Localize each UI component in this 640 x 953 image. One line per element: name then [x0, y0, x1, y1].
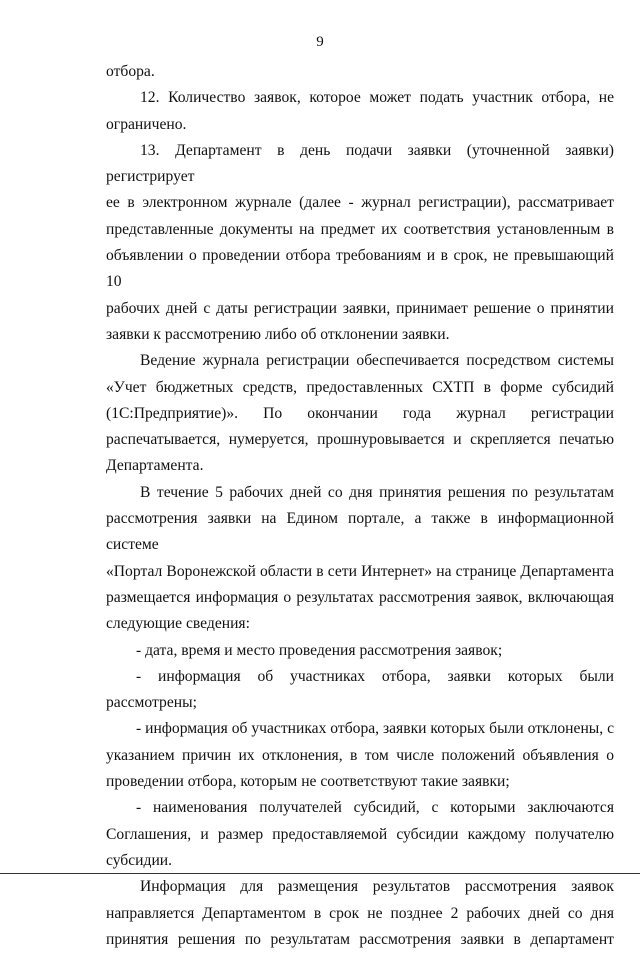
text-line: проведении отбора, которым не соответствуют такие заявки;: [106, 773, 510, 791]
text-line: - наименования получателей субсидий, с которыми заключаются: [136, 799, 614, 817]
page-number: 9: [316, 34, 324, 50]
text-line: представленные документы на предмет их соответствия установленным в: [106, 220, 614, 238]
page-bottom-rule: [0, 873, 640, 874]
text-line: Департамента.: [106, 457, 204, 475]
text-line: Соглашения, и размер предоставляемой субсидии каждому получателю: [106, 825, 614, 843]
document-body: [106, 59, 614, 953]
text-line: - дата, время и место проведения рассмотрения заявок;: [136, 641, 503, 659]
text-line: указанием причин их отклонения, в том числе положений объявления о: [106, 746, 614, 764]
text-line: субсидии.: [106, 851, 173, 869]
text-line: «Портал Воронежской области в сети Интернет» на странице Департамента: [106, 562, 614, 580]
text-line: направляется Департаментом в срок не позднее 2 рабочих дней со дня: [106, 904, 614, 922]
text-line: распечатывается, нумеруется, прошнуровывается и скрепляется печатью: [106, 431, 614, 449]
text-line: отбора.: [106, 63, 155, 80]
text-line: ее в электронном журнале (далее - журнал регистрации), рассматривает: [106, 194, 614, 212]
text-line: Информация для размещения результатов рассмотрения заявок: [140, 878, 614, 896]
text-line: заявки к рассмотрению либо об отклонении заявки.: [106, 325, 450, 343]
text-line: Ведение журнала регистрации обеспечивается посредством системы: [140, 352, 614, 370]
text-line: объявлении о проведении отбора требованиям и в срок, не превышающий 10: [106, 247, 614, 291]
text-line: принятия решения по результатам рассмотрения заявки в департамент: [106, 930, 614, 948]
text-line: рабочих дней с даты регистрации заявки, принимает решение о принятии: [106, 299, 614, 317]
text-line: - информация об участниках отбора, заявки которых были отклонены, с: [136, 720, 614, 738]
text-line: 13. Департамент в день подачи заявки (уточненной заявки) регистрирует: [106, 141, 614, 186]
text-line: - информация об участниках отбора, заявки которых были рассмотрены;: [106, 667, 614, 712]
text-line: ограничено.: [106, 115, 187, 133]
text-line: (1С:Предприятие)». По окончании года журнал регистрации: [106, 404, 614, 422]
text-line: рассмотрения заявки на Едином портале, а также в информационной системе: [106, 510, 614, 554]
text-line: следующие сведения:: [106, 615, 250, 633]
text-line: 12. Количество заявок, которое может подать участник отбора, не: [140, 89, 614, 107]
text-line: размещается информация о результатах рассмотрения заявок, включающая: [106, 588, 614, 606]
text-line: «Учет бюджетных средств, предоставленных СХТП в форме субсидий: [106, 378, 614, 396]
text-line: В течение 5 рабочих дней со дня принятия решения по результатам: [140, 483, 614, 501]
